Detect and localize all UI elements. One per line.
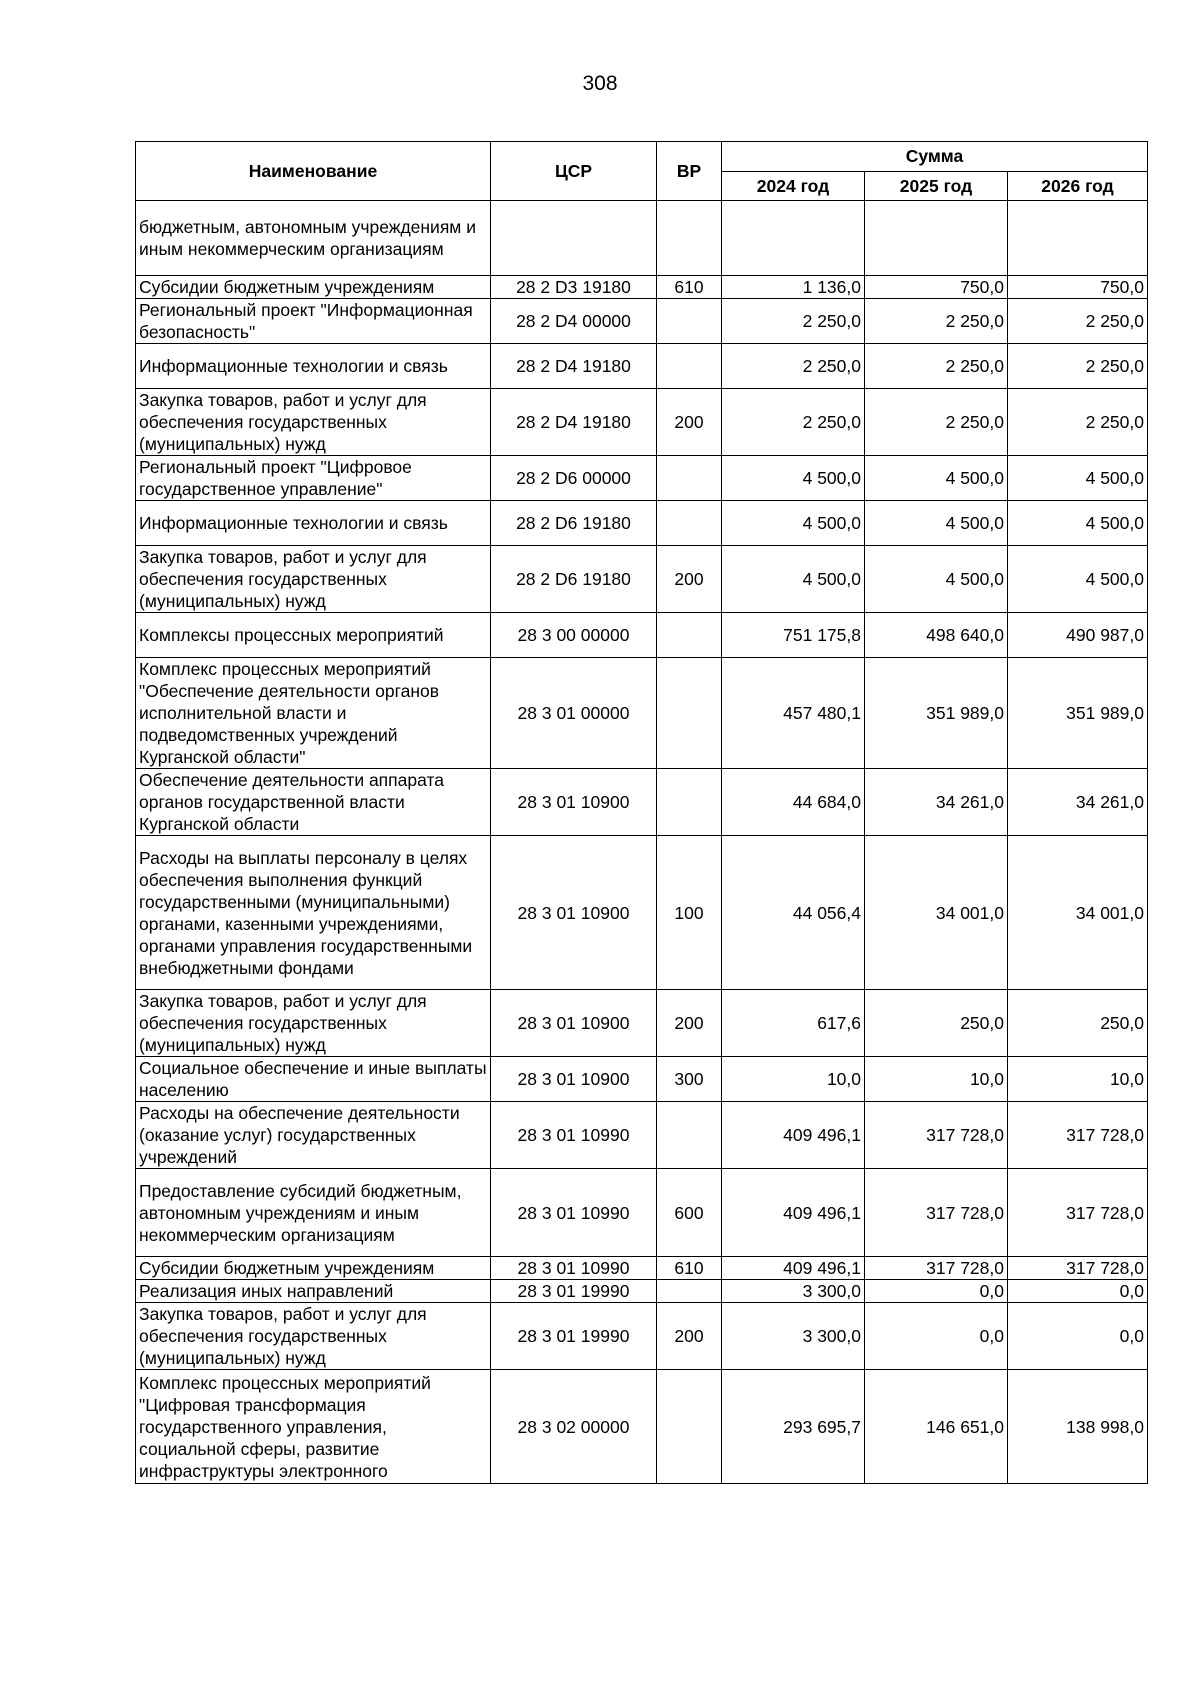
cell-sum-2026: 2 250,0 — [1008, 299, 1148, 344]
cell-sum-2024: 44 056,4 — [722, 836, 865, 990]
cell-csr: 28 2 D4 00000 — [491, 299, 657, 344]
cell-sum-2025: 146 651,0 — [865, 1370, 1008, 1484]
cell-vr: 600 — [657, 1169, 722, 1257]
table-row — [136, 344, 1148, 389]
cell-vr: 200 — [657, 1303, 722, 1370]
table-body — [136, 201, 1148, 1484]
cell-vr: 300 — [657, 1057, 722, 1102]
cell-sum-2024: 10,0 — [722, 1057, 865, 1102]
table-row — [136, 546, 1148, 613]
cell-csr: 28 3 01 00000 — [491, 658, 657, 769]
cell-csr: 28 3 02 00000 — [491, 1370, 657, 1484]
table-row — [136, 1057, 1148, 1102]
cell-vr — [657, 299, 722, 344]
cell-sum-2026: 34 001,0 — [1008, 836, 1148, 990]
cell-name: Региональный проект "Информационная безопасность" — [136, 299, 491, 344]
table-row — [136, 1257, 1148, 1280]
cell-sum-2024: 2 250,0 — [722, 299, 865, 344]
cell-sum-2024: 409 496,1 — [722, 1169, 865, 1257]
table-row — [136, 990, 1148, 1057]
cell-sum-2024: 293 695,7 — [722, 1370, 865, 1484]
cell-name: Субсидии бюджетным учреждениям — [136, 276, 491, 299]
cell-vr: 100 — [657, 836, 722, 990]
table-row — [136, 1169, 1148, 1257]
table-row — [136, 1303, 1148, 1370]
table-row — [136, 389, 1148, 456]
cell-sum-2024: 1 136,0 — [722, 276, 865, 299]
header-sum: Сумма — [722, 142, 1148, 172]
cell-sum-2024: 617,6 — [722, 990, 865, 1057]
table-row — [136, 613, 1148, 658]
cell-sum-2024: 3 300,0 — [722, 1303, 865, 1370]
cell-csr — [491, 201, 657, 276]
cell-vr: 200 — [657, 389, 722, 456]
cell-csr: 28 2 D6 19180 — [491, 501, 657, 546]
cell-sum-2024 — [722, 201, 865, 276]
table-row — [136, 456, 1148, 501]
cell-name: Комплекс процессных мероприятий "Цифровая трансформация государственного управления, социальной сферы, развитие инфраструктуры электронного — [136, 1370, 491, 1484]
cell-name: Информационные технологии и связь — [136, 501, 491, 546]
cell-vr: 610 — [657, 1257, 722, 1280]
cell-sum-2025: 2 250,0 — [865, 344, 1008, 389]
cell-sum-2025: 498 640,0 — [865, 613, 1008, 658]
cell-sum-2026: 490 987,0 — [1008, 613, 1148, 658]
cell-sum-2025: 4 500,0 — [865, 501, 1008, 546]
table-row — [136, 299, 1148, 344]
cell-vr — [657, 344, 722, 389]
cell-name: бюджетным, автономным учреждениям и иным некоммерческим организациям — [136, 201, 491, 276]
cell-sum-2025: 317 728,0 — [865, 1257, 1008, 1280]
cell-name: Информационные технологии и связь — [136, 344, 491, 389]
table-row — [136, 769, 1148, 836]
cell-name: Закупка товаров, работ и услуг для обеспечения государственных (муниципальных) нужд — [136, 1303, 491, 1370]
cell-name: Закупка товаров, работ и услуг для обеспечения государственных (муниципальных) нужд — [136, 389, 491, 456]
cell-name: Обеспечение деятельности аппарата органов государственной власти Курганской области — [136, 769, 491, 836]
cell-sum-2026: 0,0 — [1008, 1303, 1148, 1370]
cell-sum-2026 — [1008, 201, 1148, 276]
cell-sum-2025: 0,0 — [865, 1303, 1008, 1370]
cell-csr: 28 2 D3 19180 — [491, 276, 657, 299]
cell-name: Реализация иных направлений — [136, 1280, 491, 1303]
cell-vr — [657, 1102, 722, 1169]
cell-sum-2025: 4 500,0 — [865, 546, 1008, 613]
cell-sum-2026: 4 500,0 — [1008, 501, 1148, 546]
cell-sum-2024: 4 500,0 — [722, 456, 865, 501]
header-year-2026: 2026 год — [1008, 171, 1148, 201]
cell-name: Комплекс процессных мероприятий "Обеспечение деятельности органов исполнительной власти и подведомственных учреждений Курганской области" — [136, 658, 491, 769]
table-row — [136, 201, 1148, 276]
cell-sum-2026: 138 998,0 — [1008, 1370, 1148, 1484]
cell-sum-2025: 0,0 — [865, 1280, 1008, 1303]
table-row — [136, 1280, 1148, 1303]
cell-sum-2025: 317 728,0 — [865, 1102, 1008, 1169]
cell-name: Социальное обеспечение и иные выплаты населению — [136, 1057, 491, 1102]
cell-csr: 28 3 01 10900 — [491, 1057, 657, 1102]
cell-sum-2026: 4 500,0 — [1008, 456, 1148, 501]
cell-sum-2025: 750,0 — [865, 276, 1008, 299]
cell-vr: 200 — [657, 990, 722, 1057]
cell-sum-2025: 10,0 — [865, 1057, 1008, 1102]
cell-csr: 28 3 01 10900 — [491, 769, 657, 836]
cell-name: Региональный проект "Цифровое государственное управление" — [136, 456, 491, 501]
cell-sum-2024: 409 496,1 — [722, 1257, 865, 1280]
cell-sum-2025: 34 261,0 — [865, 769, 1008, 836]
header-csr: ЦСР — [491, 142, 657, 201]
cell-sum-2025: 4 500,0 — [865, 456, 1008, 501]
cell-vr: 610 — [657, 276, 722, 299]
cell-sum-2025: 250,0 — [865, 990, 1008, 1057]
header-year-2024: 2024 год — [722, 171, 865, 201]
cell-sum-2025: 2 250,0 — [865, 299, 1008, 344]
page-number: 308 — [582, 72, 618, 95]
cell-vr — [657, 1280, 722, 1303]
cell-csr: 28 2 D6 19180 — [491, 546, 657, 613]
header-name: Наименование — [136, 142, 491, 201]
table-row — [136, 276, 1148, 299]
header-year-2025: 2025 год — [865, 171, 1008, 201]
table-row — [136, 501, 1148, 546]
table-row — [136, 658, 1148, 769]
cell-name: Расходы на выплаты персоналу в целях обеспечения выполнения функций государственными (муниципальными) органами, казенными учреждениями, органами управления государственными внебюджетными фондами — [136, 836, 491, 990]
cell-sum-2024: 2 250,0 — [722, 344, 865, 389]
cell-sum-2024: 2 250,0 — [722, 389, 865, 456]
cell-csr: 28 3 01 10990 — [491, 1169, 657, 1257]
cell-sum-2025: 351 989,0 — [865, 658, 1008, 769]
cell-sum-2024: 409 496,1 — [722, 1102, 865, 1169]
header-vr: ВР — [657, 142, 722, 201]
cell-sum-2026: 250,0 — [1008, 990, 1148, 1057]
cell-sum-2026: 4 500,0 — [1008, 546, 1148, 613]
cell-csr: 28 3 00 00000 — [491, 613, 657, 658]
cell-csr: 28 3 01 10900 — [491, 990, 657, 1057]
cell-sum-2026: 2 250,0 — [1008, 389, 1148, 456]
cell-vr — [657, 658, 722, 769]
cell-name: Предоставление субсидий бюджетным, автономным учреждениям и иным некоммерческим организациям — [136, 1169, 491, 1257]
cell-name: Комплексы процессных мероприятий — [136, 613, 491, 658]
cell-name: Расходы на обеспечение деятельности (оказание услуг) государственных учреждений — [136, 1102, 491, 1169]
cell-sum-2026: 317 728,0 — [1008, 1169, 1148, 1257]
cell-vr — [657, 456, 722, 501]
cell-vr — [657, 613, 722, 658]
cell-sum-2025 — [865, 201, 1008, 276]
cell-name: Закупка товаров, работ и услуг для обеспечения государственных (муниципальных) нужд — [136, 990, 491, 1057]
cell-sum-2025: 317 728,0 — [865, 1169, 1008, 1257]
table-header — [136, 142, 1148, 201]
cell-csr: 28 2 D4 19180 — [491, 389, 657, 456]
cell-vr: 200 — [657, 546, 722, 613]
cell-csr: 28 3 01 10900 — [491, 836, 657, 990]
cell-name: Субсидии бюджетным учреждениям — [136, 1257, 491, 1280]
cell-name: Закупка товаров, работ и услуг для обеспечения государственных (муниципальных) нужд — [136, 546, 491, 613]
cell-csr: 28 2 D4 19180 — [491, 344, 657, 389]
cell-sum-2026: 351 989,0 — [1008, 658, 1148, 769]
cell-sum-2026: 34 261,0 — [1008, 769, 1148, 836]
cell-sum-2025: 2 250,0 — [865, 389, 1008, 456]
cell-sum-2024: 4 500,0 — [722, 501, 865, 546]
cell-sum-2026: 2 250,0 — [1008, 344, 1148, 389]
table-row — [136, 1370, 1148, 1484]
cell-sum-2026: 750,0 — [1008, 276, 1148, 299]
cell-sum-2024: 457 480,1 — [722, 658, 865, 769]
table-row — [136, 1102, 1148, 1169]
cell-sum-2024: 3 300,0 — [722, 1280, 865, 1303]
cell-vr — [657, 769, 722, 836]
cell-sum-2024: 4 500,0 — [722, 546, 865, 613]
cell-csr: 28 2 D6 00000 — [491, 456, 657, 501]
cell-vr — [657, 501, 722, 546]
cell-sum-2025: 34 001,0 — [865, 836, 1008, 990]
cell-csr: 28 3 01 10990 — [491, 1102, 657, 1169]
cell-sum-2024: 751 175,8 — [722, 613, 865, 658]
table-row — [136, 836, 1148, 990]
cell-csr: 28 3 01 19990 — [491, 1280, 657, 1303]
cell-sum-2026: 317 728,0 — [1008, 1102, 1148, 1169]
cell-sum-2026: 10,0 — [1008, 1057, 1148, 1102]
cell-vr — [657, 1370, 722, 1484]
cell-csr: 28 3 01 10990 — [491, 1257, 657, 1280]
budget-table — [135, 141, 1148, 1484]
cell-sum-2024: 44 684,0 — [722, 769, 865, 836]
cell-vr — [657, 201, 722, 276]
cell-csr: 28 3 01 19990 — [491, 1303, 657, 1370]
cell-sum-2026: 0,0 — [1008, 1280, 1148, 1303]
cell-sum-2026: 317 728,0 — [1008, 1257, 1148, 1280]
